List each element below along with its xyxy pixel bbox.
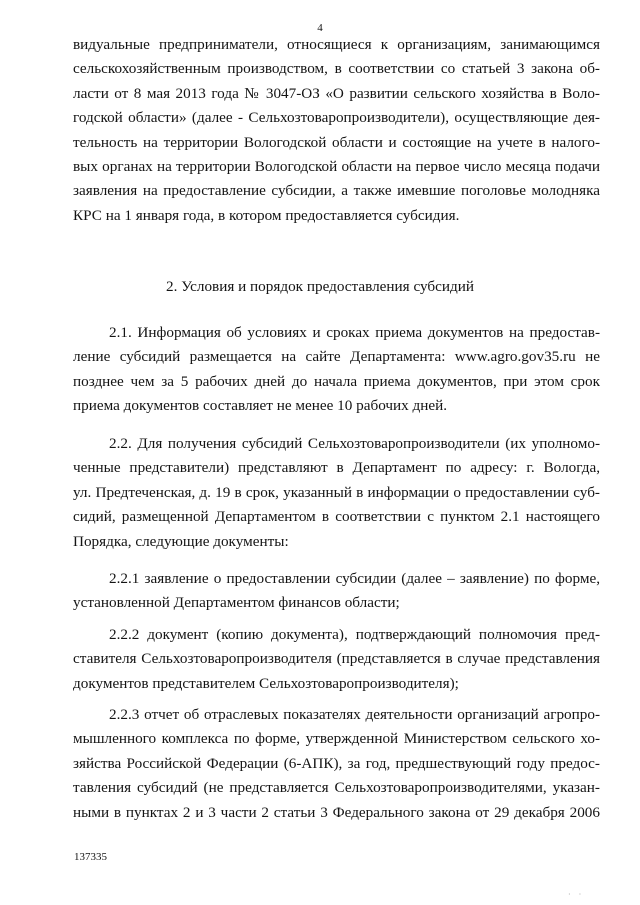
- text-line: тавления субсидий (не представляется Сельхозтоваропроизводителями, указан-: [73, 779, 600, 797]
- text-line: ными в пунктах 2 и 3 части 2 статьи 3 Федерального закона от 29 декабря 2006: [73, 803, 600, 821]
- text-line: сидий, размещенной Департаментом в соответствии с пунктом 2.1 настоящего: [73, 508, 600, 526]
- text-line: ул. Предтеченская, д. 19 в срок, указанный в информации о предоставлении суб-: [73, 483, 600, 501]
- text-line: 2.1. Информация об условиях и сроках приема документов на предостав-: [109, 324, 600, 341]
- paragraph-2-2: [73, 432, 600, 554]
- text-line: ставителя Сельхозтоваропроизводителя (представляется в случае представления: [73, 650, 600, 668]
- text-line: 2.2.2 документ (копию документа), подтверждающий полномочия пред-: [109, 626, 600, 643]
- text-line: 2.2.1 заявление о предоставлении субсидии (далее – заявление) по форме,: [109, 570, 600, 587]
- text-line: 2.2.3 отчет об отраслевых показателях деятельности организаций агропро-: [109, 706, 600, 723]
- text-line: зяйства Российской Федерации (6-АПК), за год, предшествующий году предос-: [73, 754, 600, 772]
- text-line: заявления на предоставление субсидии, а также имевшие поголовье молодняка: [73, 182, 600, 200]
- text-line: установленной Департаментом финансов области;: [73, 594, 400, 612]
- text-line: сельскохозяйственным производством, в соответствии со статьей 3 закона об-: [73, 60, 600, 78]
- text-line: 2.2. Для получения субсидий Сельхозтоваропроизводители (их уполномо-: [109, 435, 600, 452]
- text-line: тельность на территории Вологодской области и состоящие на учете в налого-: [73, 133, 600, 151]
- text-line: позднее чем за 5 рабочих дней до начала приема документов, при этом срок: [73, 372, 600, 390]
- corner-mark: · ·: [568, 890, 585, 899]
- text-line: ченные представители) представляют в Департамент по адресу: г. Вологда,: [73, 459, 600, 477]
- text-line: видуальные предприниматели, относящиеся к организациям, занимающимся: [73, 36, 600, 53]
- intro-paragraph: [73, 33, 600, 228]
- text-line: приема документов составляет не менее 10 рабочих дней.: [73, 397, 448, 415]
- page-number: 4: [317, 22, 323, 34]
- paragraph-2-2-2: [73, 623, 600, 696]
- paragraph-2-1: [73, 321, 600, 419]
- paragraph-2-2-1: [73, 567, 600, 616]
- text-line: вых органах на территории Вологодской области на первое число месяца подачи: [73, 157, 600, 175]
- text-line: КРС на 1 января года, в котором предоставляется субсидия.: [73, 206, 460, 224]
- text-line: мышленного комплекса по форме, утвержденной Министерством сельского хо-: [73, 730, 600, 748]
- text-line: Порядка, следующие документы:: [73, 532, 289, 550]
- section-heading: 2. Условия и порядок предоставления субсидий: [166, 278, 474, 295]
- document-code: 137335: [74, 851, 107, 863]
- text-line: ласти от 8 мая 2013 года № 3047-ОЗ «О развитии сельского хозяйства в Воло-: [73, 84, 600, 102]
- text-line: ление субсидий размещается на сайте Департамента: www.agro.gov35.ru не: [73, 348, 600, 366]
- text-line: годской области» (далее - Сельхозтоваропроизводители), осуществляющие дея-: [73, 109, 600, 127]
- text-line: документов представителем Сельхозтоваропроизводителя);: [73, 674, 459, 692]
- paragraph-2-2-3: [73, 703, 600, 825]
